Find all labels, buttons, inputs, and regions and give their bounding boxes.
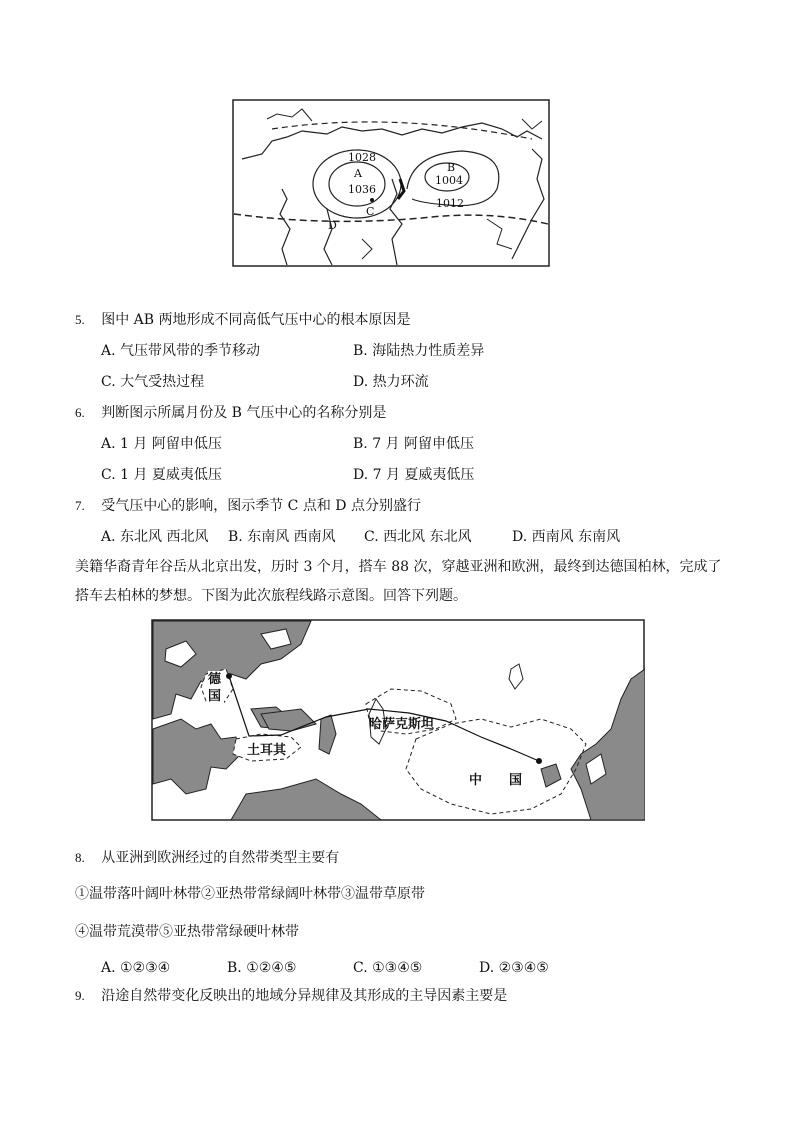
label-china-2: 国 [509, 773, 523, 788]
question-number: 8. [75, 850, 85, 865]
question-text: 受气压中心的影响，图示季节 C 点和 D 点分别盛行 [101, 498, 421, 514]
point-label-a: A [354, 167, 362, 180]
isobar-label-1036: 1036 [348, 183, 376, 196]
q7-option-d[interactable]: D. 西南风 东南风 [512, 529, 621, 545]
question-8 [75, 849, 339, 867]
label-china-1: 中 [469, 773, 483, 788]
question-text: 图中 AB 两地形成不同高低气压中心的根本原因是 [101, 312, 411, 328]
question-number: 9. [75, 988, 85, 1003]
label-turkey: 土耳其 [247, 743, 287, 758]
question-6 [75, 404, 386, 422]
route-map [151, 619, 645, 821]
point-label-d: D [328, 219, 337, 232]
q6-option-b[interactable]: B. 7 月 阿留申低压 [353, 436, 474, 452]
question-5 [75, 311, 411, 329]
q6-option-c[interactable]: C. 1 月 夏威夷低压 [101, 467, 222, 483]
q5-option-a[interactable]: A. 气压带风带的季节移动 [101, 343, 261, 359]
question-text: 沿途自然带变化反映出的地域分异规律及其形成的主导因素主要是 [101, 988, 508, 1004]
isobar-label-1004: 1004 [435, 174, 463, 187]
q6-option-d[interactable]: D. 7 月 夏威夷低压 [353, 467, 475, 483]
q5-option-c[interactable]: C. 大气受热过程 [101, 374, 205, 390]
q8-option-b[interactable]: B. ①②④⑤ [227, 960, 297, 976]
q5-option-d[interactable]: D. 热力环流 [353, 374, 429, 390]
question-7 [75, 497, 421, 515]
q5-option-b[interactable]: B. 海陆热力性质差异 [353, 343, 485, 359]
beijing-point [536, 758, 542, 764]
q7-option-b[interactable]: B. 东南风 西南风 [228, 529, 336, 545]
question-text: 判断图示所属月份及 B 气压中心的名称分别是 [101, 405, 387, 421]
pressure-map [232, 99, 550, 267]
pressure-map-svg [232, 99, 550, 267]
question-9 [75, 987, 507, 1005]
label-kazakhstan: 哈萨克斯坦 [369, 717, 435, 732]
q8-option-a[interactable]: A. ①②③④ [101, 960, 171, 976]
question-number: 5. [75, 312, 85, 327]
q6-option-a[interactable]: A. 1 月 阿留申低压 [101, 436, 222, 452]
isobar-label-1028: 1028 [348, 151, 376, 164]
question-number: 7. [75, 498, 85, 513]
question-text: 从亚洲到欧洲经过的自然带类型主要有 [101, 850, 340, 866]
berlin-point [226, 673, 232, 679]
point-label-c: C [366, 205, 375, 218]
isobar-label-1012: 1012 [436, 197, 464, 210]
q8-list-line-1: ①温带落叶阔叶林带②亚热带常绿阔叶林带③温带草原带 [75, 886, 425, 902]
question-number: 6. [75, 405, 85, 420]
q8-option-c[interactable]: C. ①③④⑤ [353, 960, 423, 976]
q7-option-a[interactable]: A. 东北风 西北风 [101, 529, 209, 545]
intro-paragraph: 美籍华裔青年谷岳从北京出发，历时 3 个月，搭车 88 次，穿越亚洲和欧洲，最终到达德国柏林，完成了搭车去柏林的梦想。下图为此次旅程线路示意图。回答下列题。 [75, 559, 722, 604]
q8-list-line-2: ④温带荒漠带⑤亚热带常绿硬叶林带 [75, 924, 299, 940]
point-label-b: B [447, 161, 456, 174]
label-germany: 德 国 [208, 671, 224, 705]
q8-option-d[interactable]: D. ②③④⑤ [479, 960, 549, 976]
q7-option-c[interactable]: C. 西北风 东北风 [364, 529, 472, 545]
